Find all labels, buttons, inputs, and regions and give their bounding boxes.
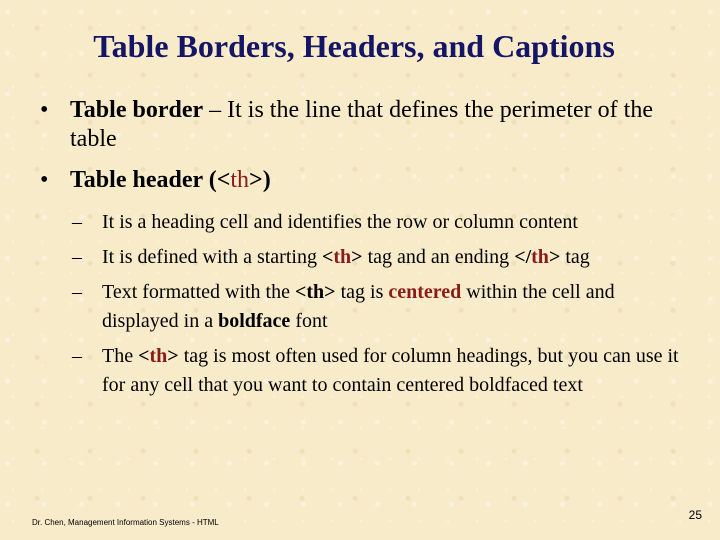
sub-bullet-4: [72, 342, 692, 400]
tag-th: th: [531, 246, 549, 268]
tag-th: th: [333, 246, 352, 268]
tag-open-bracket: (<: [202, 167, 231, 193]
bracket: </: [514, 246, 532, 268]
slide-title: Table Borders, Headers, and Captions: [93, 28, 615, 64]
text: tag is most often used for column headings, but you can use it for any cell that you want to contain centered boldfaced text: [102, 345, 679, 396]
dash: –: [72, 246, 82, 268]
text: tag and an ending: [362, 246, 515, 268]
text: tag: [560, 246, 590, 268]
main-bullets: [36, 96, 696, 207]
bullet-table-border: [36, 96, 696, 154]
sub-bullet-3: [72, 278, 692, 336]
footer-author: Dr. Chen, Management Information Systems - HTML: [32, 518, 219, 527]
bullet-dot: •: [40, 167, 49, 193]
sub-bullets: [72, 208, 692, 406]
text: Text formatted with the: [102, 281, 295, 303]
tag-th: <th>: [295, 281, 336, 303]
sub-bullet-1-text: It is a heading cell and identifies the row or column content: [102, 211, 578, 233]
text: tag is: [335, 281, 389, 303]
sub-bullet-2: [72, 243, 692, 272]
tag-th: th: [230, 167, 250, 193]
page-number: 25: [688, 508, 702, 522]
bracket: <: [138, 345, 150, 367]
bracket: >: [167, 345, 179, 367]
tag-th: th: [149, 345, 168, 367]
bracket: >: [548, 246, 561, 268]
dash: –: [72, 281, 82, 303]
text: It is defined with a starting: [102, 246, 322, 268]
dash: –: [72, 345, 82, 367]
sub-bullet-1: [72, 208, 692, 237]
text: font: [290, 310, 328, 332]
emphasis-boldface: boldface: [218, 310, 291, 332]
text: within the cell and displayed in a: [102, 281, 615, 332]
term-table-header: Table header: [70, 167, 203, 193]
bullet-dot: •: [40, 97, 49, 123]
tag-close-bracket: >): [249, 167, 271, 193]
bracket: >: [351, 246, 363, 268]
bracket: <: [321, 246, 334, 268]
definition-table-border: – It is the line that defines the perimeter of the table: [70, 97, 653, 152]
dash: –: [72, 211, 82, 233]
emphasis-centered: centered: [388, 281, 462, 303]
text: The: [102, 345, 139, 367]
term-table-border: Table border: [70, 97, 204, 123]
bullet-table-header: [36, 166, 696, 195]
